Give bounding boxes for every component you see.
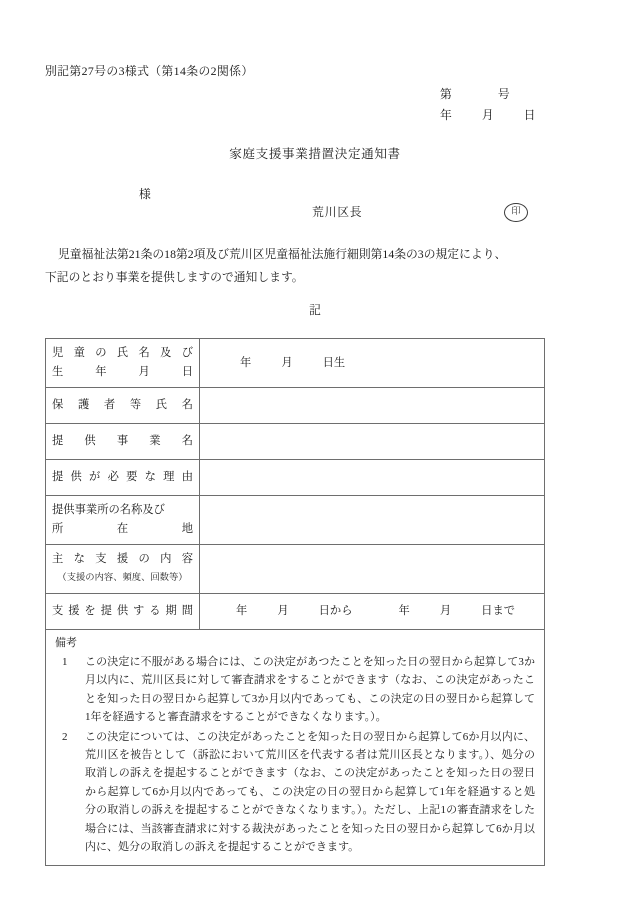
row-label-support-content — [46, 545, 200, 594]
document-number-suffix: 号 — [497, 87, 510, 101]
row-label-line2: 生年月日 — [52, 366, 193, 378]
table-row-remarks — [46, 630, 545, 866]
body-paragraph-line2: 下記のとおり事業を提供しますので通知します。 — [45, 270, 304, 284]
table-row-service-name — [46, 424, 545, 460]
document-meta-block — [440, 84, 535, 126]
period-to-month-field[interactable]: 月 — [439, 605, 452, 617]
seal-stamp-icon: 印 — [504, 203, 528, 222]
birth-year-field[interactable]: 年 — [240, 356, 252, 369]
row-label-line1: 児童の氏名及び — [52, 347, 193, 359]
row-label-line1: 提供が必要な理由 — [52, 471, 193, 483]
row-label-reason — [46, 460, 200, 496]
table-row-support-content — [46, 545, 545, 594]
period-to-day-field[interactable]: 日まで — [481, 605, 516, 617]
row-value-service-name[interactable] — [200, 424, 545, 460]
document-date-day: 日 — [523, 108, 536, 122]
document-date-year: 年 — [440, 108, 452, 122]
document-number-line — [440, 84, 535, 105]
document-date-line — [440, 105, 535, 126]
row-label-line1: 保護者等氏名 — [52, 399, 193, 411]
row-label-line1: 主な支援の内容 — [52, 553, 193, 565]
body-paragraph-line1: 児童福祉法第21条の18第2項及び荒川区児童福祉法施行細則第14条の3の規定により、 — [58, 247, 507, 261]
row-label-service-name — [46, 424, 200, 460]
table-row-provider-address — [46, 496, 545, 545]
row-label-line1: 提供事業名 — [52, 435, 193, 447]
table-row-child-name-birthdate — [46, 339, 545, 388]
form-number: 別記第27号の3様式（第14条の2関係） — [45, 64, 254, 78]
body-paragraph — [45, 243, 590, 289]
issuer-name: 荒川区長 — [312, 205, 363, 219]
row-label-line1: 支援を提供する期間 — [52, 605, 193, 617]
page-title: 家庭支援事業措置決定通知書 — [229, 147, 401, 161]
remarks-note-text: この決定に不服がある場合には、この決定があつたことを知った日の翌日から起算して3か月以内に、荒川区長に対して審査請求をすることができます（なお、この決定があったことを知った日の翌日から起算して3か月以内であっても、この決定の日の翌日から起算して1年を経過すると審査請求をすることができなくなります。）。 — [85, 656, 535, 724]
birth-month-field[interactable]: 月 — [281, 356, 293, 369]
remarks-note-2 — [55, 728, 535, 857]
row-label-guardian-name — [46, 388, 200, 424]
ki-mark: 記 — [309, 303, 321, 317]
decision-details-table — [45, 338, 545, 866]
period-from-day-field[interactable]: 日から — [318, 605, 353, 617]
row-value-child-birthdate[interactable] — [200, 339, 545, 388]
row-label-line1: 提供事業所の名称及び — [52, 504, 165, 516]
remarks-note-text: この決定については、この決定があったことを知った日の翌日から起算して6か月以内に、荒川区を被告として（訴訟において荒川区を代表する者は荒川区長となります。）、処分の取消しの訴えを提起することができます（なお、この決定があったことを知った日の翌日から起算して6か月以内であっても、この決定の日の翌日から起算して1年を経過すると処分の取消しの訴えを提起することができなくなります。）。ただし、上記1の審査請求をした場合には、当該審査請求に対する裁決があったことを知った日の翌日から起算して6か月以内に、処分の取消しの訴えを提起することができます。 — [85, 730, 535, 854]
period-from-month-field[interactable]: 月 — [277, 605, 289, 617]
row-value-guardian-name[interactable] — [200, 388, 545, 424]
table-row-guardian-name — [46, 388, 545, 424]
row-value-support-content[interactable] — [200, 545, 545, 594]
document-number-prefix: 第 — [440, 87, 452, 101]
row-label-provider-address — [46, 496, 200, 545]
remarks-note-1 — [55, 653, 535, 727]
row-label-line2: （支援の内容、頻度、回数等） — [57, 573, 188, 583]
row-label-child-name-birthdate — [46, 339, 200, 388]
row-label-line2: 所在地 — [52, 523, 193, 535]
row-value-reason[interactable] — [200, 460, 545, 496]
row-label-support-period — [46, 594, 200, 630]
table-row-reason — [46, 460, 545, 496]
addressee-honorific: 様 — [139, 187, 151, 201]
row-value-provider-address[interactable] — [200, 496, 545, 545]
row-value-support-period[interactable] — [200, 594, 545, 630]
remarks-title: 備考 — [55, 637, 77, 649]
remarks-note-number: 1 — [62, 656, 68, 668]
document-date-month: 月 — [481, 108, 494, 122]
table-row-support-period — [46, 594, 545, 630]
period-to-year-field[interactable]: 年 — [398, 605, 410, 617]
birth-day-field[interactable]: 日生 — [322, 356, 346, 369]
remarks-note-number: 2 — [62, 730, 68, 743]
remarks-cell — [46, 630, 545, 866]
period-from-year-field[interactable]: 年 — [236, 605, 248, 617]
